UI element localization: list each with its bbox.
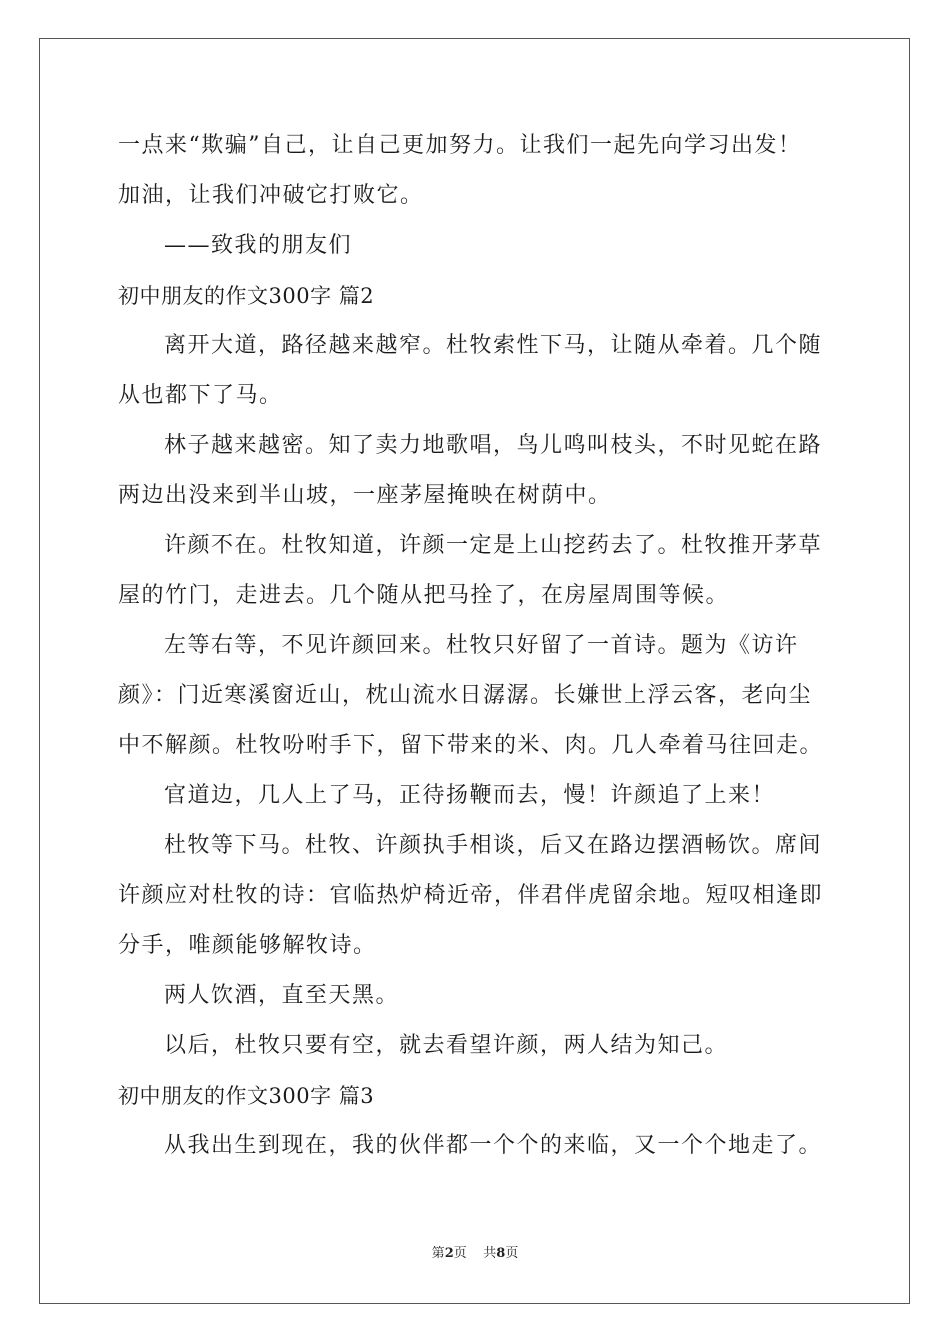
page-number-mid: 页 共	[453, 1246, 497, 1261]
paragraph-line: 屋的竹门，走进去。几个随从把马拴了，在房屋周围等候。	[118, 583, 730, 608]
paragraph-line: 分手，唯颜能够解牧诗。	[118, 933, 377, 958]
paragraph-line: 许颜不在。杜牧知道，许颜一定是上山挖药去了。杜牧推开茅草	[164, 533, 823, 558]
page-number-suffix: 页	[505, 1246, 519, 1261]
paragraph-line: 从我出生到现在，我的伙伴都一个个的来临，又一个个地走了。	[164, 1133, 823, 1158]
paragraph-line: 杜牧等下马。杜牧、许颜执手相谈，后又在路边摆酒畅饮。席间	[164, 833, 823, 858]
paragraph-line: 从也都下了马。	[118, 383, 283, 408]
paragraph-line: 两人饮酒，直至天黑。	[164, 983, 400, 1008]
paragraph-line: 颜》：门近寒溪窗近山，枕山流水日潺潺。长嫌世上浮云客，老向尘	[118, 683, 813, 708]
paragraph-line: 一点来“欺骗”自己，让自己更加努力。让我们一起先向学习出发！	[118, 133, 802, 158]
page-number-total: 8	[496, 1246, 506, 1261]
paragraph-line: 许颜应对杜牧的诗：官临热炉椅近帝，伴君伴虎留余地。短叹相逢即	[118, 883, 824, 908]
paragraph-line: 中不解颜。杜牧吩咐手下，留下带来的米、肉。几人牵着马往回走。	[118, 733, 824, 758]
paragraph-line: 离开大道，路径越来越窄。杜牧索性下马，让随从牵着。几个随	[164, 333, 823, 358]
paragraph-line: 以后，杜牧只要有空，就去看望许颜，两人结为知己。	[164, 1033, 729, 1058]
paragraph-line: 加油，让我们冲破它打败它。	[118, 183, 424, 208]
signature-line: ——致我的朋友们	[164, 233, 353, 258]
paragraph-line: 两边出没来到半山坡，一座茅屋掩映在树荫中。	[118, 483, 612, 508]
section-heading: 初中朋友的作文300字 篇2	[118, 284, 375, 308]
page-number-current: 2	[444, 1246, 454, 1261]
paragraph-line: 林子越来越密。知了卖力地歌唱，鸟儿鸣叫枝头，不时见蛇在路	[164, 433, 823, 458]
page-footer	[0, 1242, 950, 1261]
page-number-prefix: 第	[431, 1246, 445, 1261]
document-body	[118, 128, 838, 1178]
paragraph-line: 官道边，几人上了马，正待扬鞭而去，慢！许颜追了上来！	[164, 783, 776, 808]
paragraph-line: 左等右等，不见许颜回来。杜牧只好留了一首诗。题为《访许	[164, 633, 799, 658]
section-heading: 初中朋友的作文300字 篇3	[118, 1084, 375, 1108]
